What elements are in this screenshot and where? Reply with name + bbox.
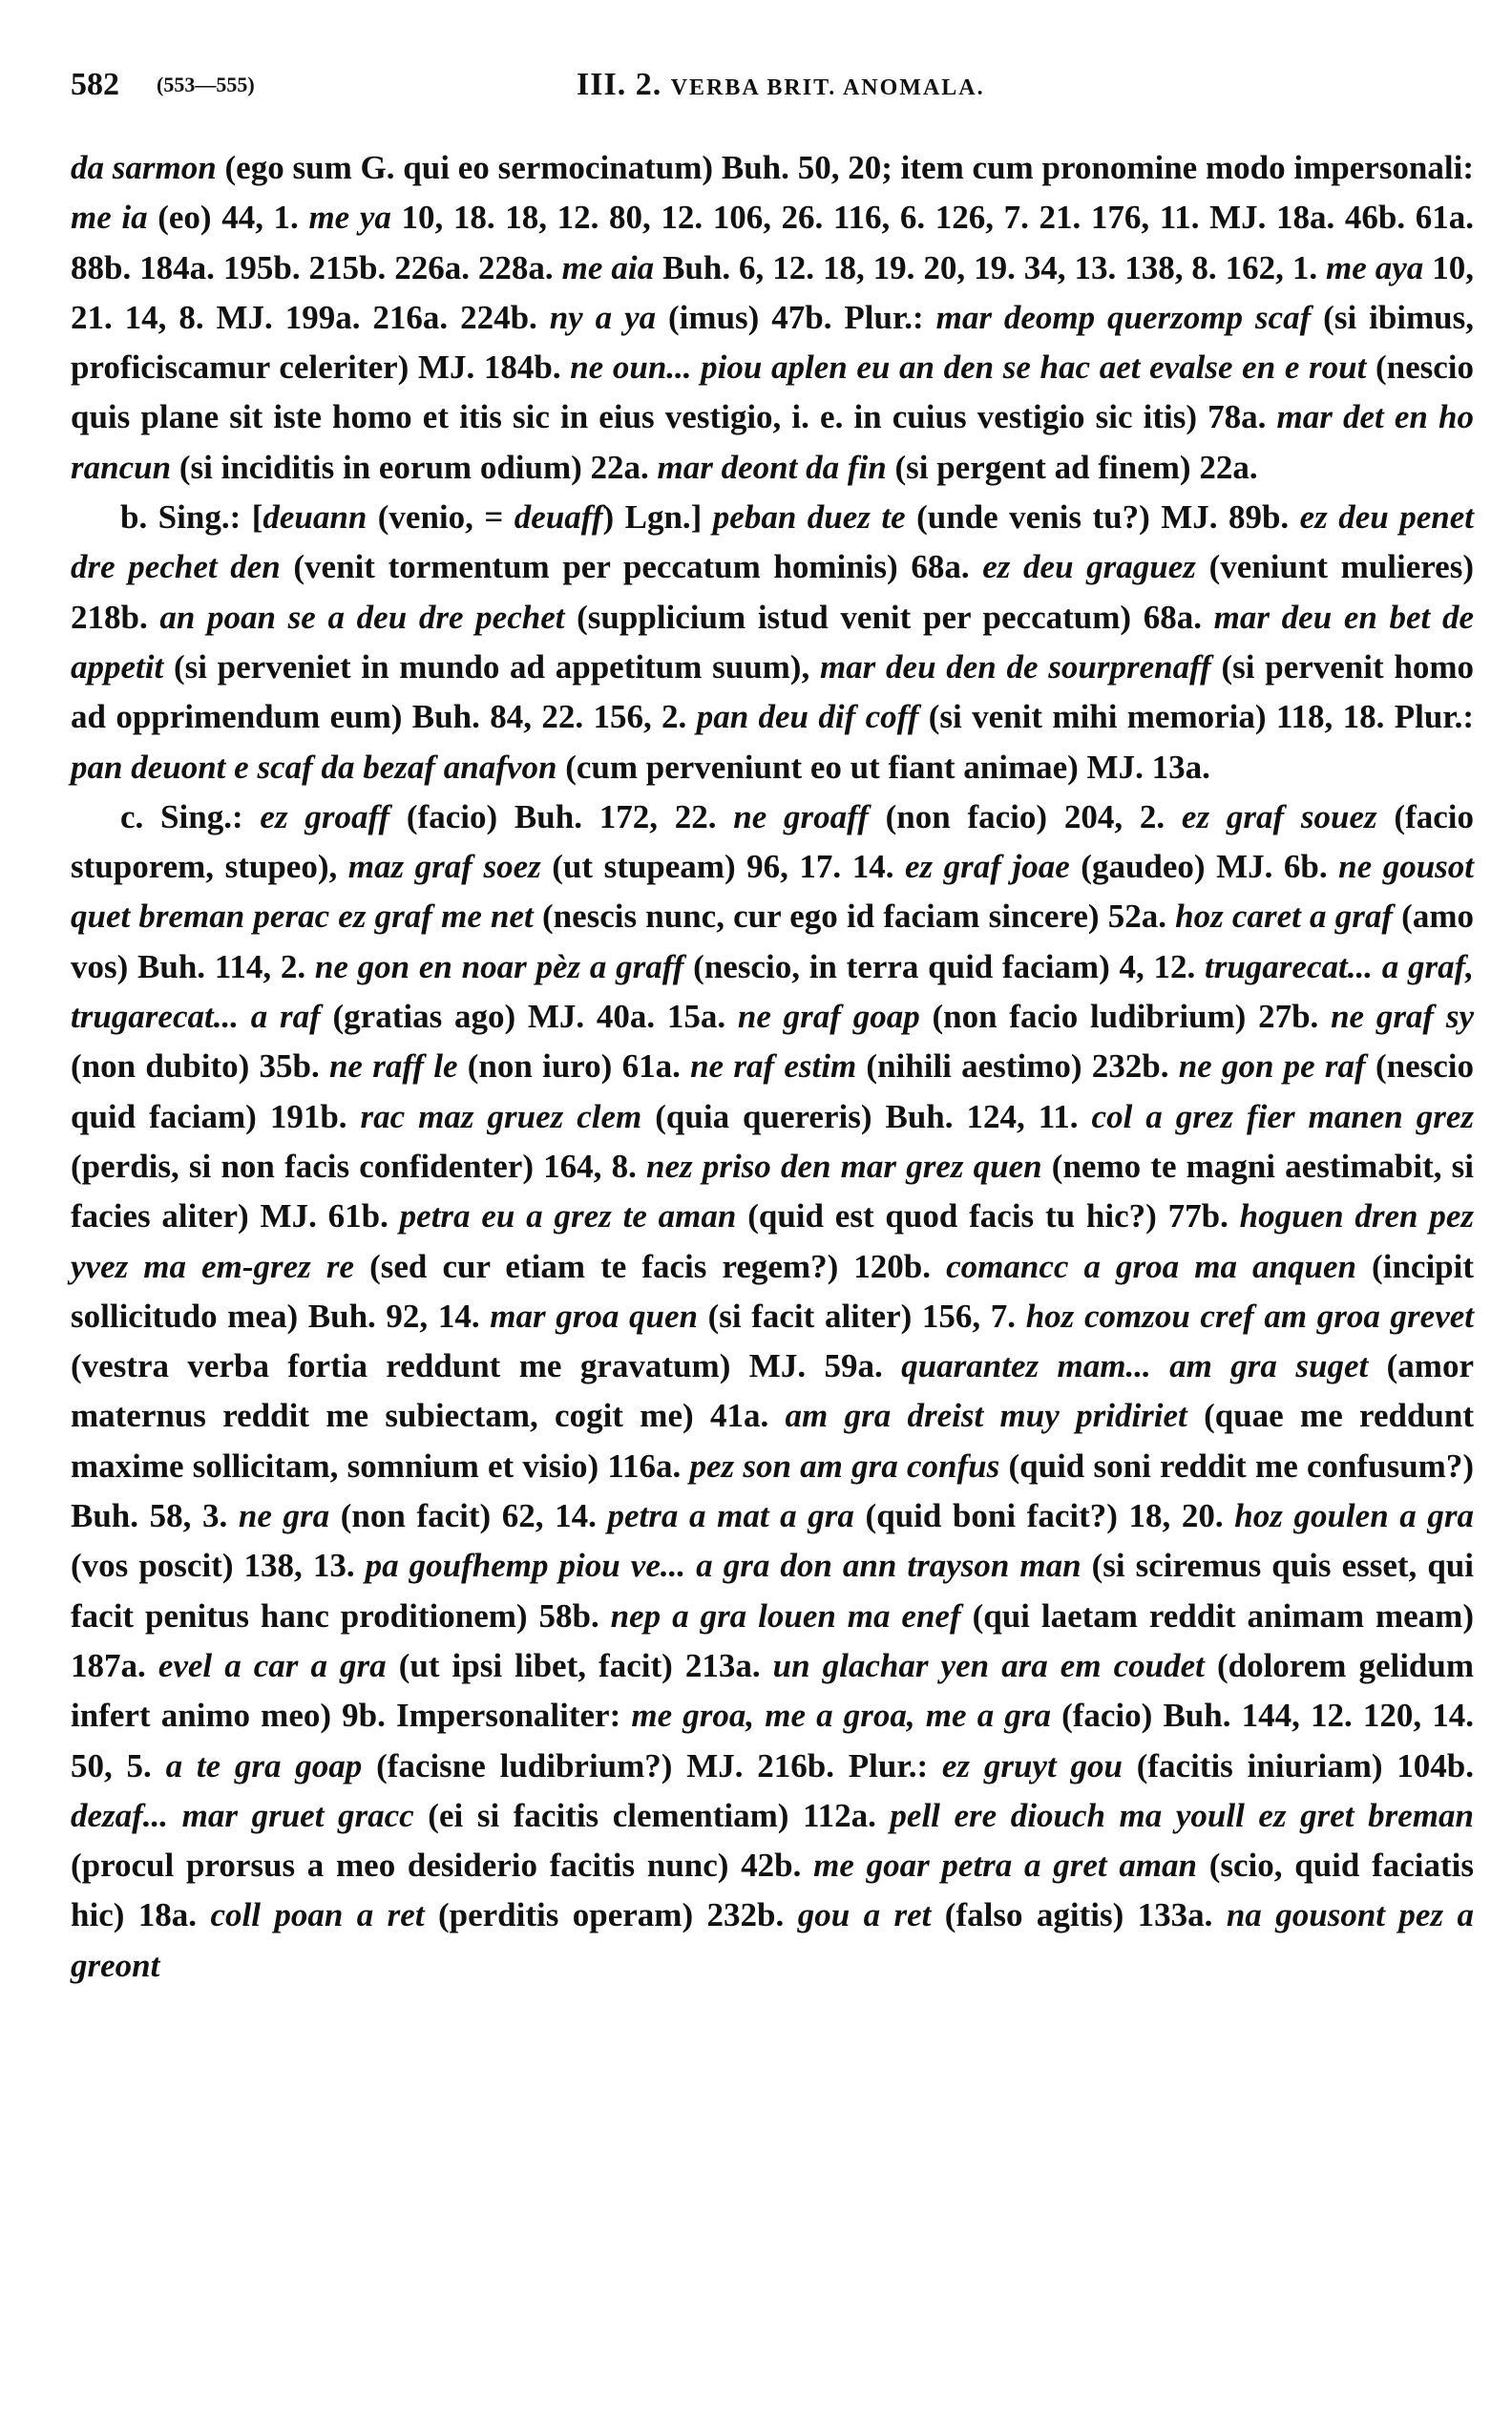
breton-phrase: na gousont pez a greont xyxy=(71,1896,1474,1984)
latin-text: (cum perveniunt eo ut fiant animae) MJ. 13a. xyxy=(556,748,1210,786)
latin-text: (si pervenit homo ad opprimendum eum) Buh. 84, 22. 156, 2. xyxy=(71,647,1474,736)
breton-phrase: pan deu dif coff xyxy=(696,698,919,736)
breton-phrase: hoz comzou cref am groa grevet xyxy=(1025,1297,1475,1335)
latin-text: (nescio quis plane sit iste homo et itis sic in eius vestigio, i. e. in cuius vestigio sic itis) 78a. xyxy=(71,349,1474,436)
latin-text: (si perveniet in mundo ad appetitum suum), xyxy=(163,647,820,686)
breton-phrase: petra a mat a gra xyxy=(607,1497,854,1535)
breton-phrase: peban duez te xyxy=(712,498,906,537)
latin-text: Buh. 6, 12. 18, 19. 20, 19. 34, 13. 138, 8. 162, 1. xyxy=(654,248,1327,286)
section-range: (553—555) xyxy=(157,73,255,96)
latin-text: ) Lgn.] xyxy=(602,498,713,537)
paragraph-a xyxy=(71,143,1474,493)
breton-phrase: mar deu den de sourprenaff xyxy=(819,647,1211,686)
breton-phrase: petra eu a grez te aman xyxy=(399,1197,737,1236)
breton-phrase: evel a car a gra xyxy=(158,1646,387,1684)
breton-phrase: pa goufhemp piou ve... a gra don ann trayson man xyxy=(365,1547,1082,1585)
latin-text: (nemo te magni aestimabit, si facies aliter) MJ. 61b. xyxy=(71,1147,1474,1236)
latin-text: (qui laetam reddit animam meam) 187a. xyxy=(71,1596,1474,1684)
breton-phrase: trugarecat... a graf, trugarecat... a raf xyxy=(71,947,1475,1036)
breton-phrase: hoz caret a graf xyxy=(1175,898,1393,936)
breton-phrase: mar deont da fin xyxy=(657,448,887,486)
latin-text: (quid boni facit?) 18, 20. xyxy=(853,1497,1235,1535)
breton-phrase: pell ere diouch ma youll ez gret breman xyxy=(890,1796,1474,1834)
latin-text: (si pergent ad finem) 22a. xyxy=(886,448,1258,486)
breton-phrase: ne gon pe raf xyxy=(1178,1047,1366,1086)
latin-text: 10, 18. 18, 12. 80, 12. 106, 26. 116, 6. 126, 7. 21. 176, 11. MJ. 18a. 46b. 61a. 88b. 184a. 195b. 215b. 226a. 228a. xyxy=(71,199,1475,286)
breton-phrase: maz graf soez xyxy=(347,848,541,886)
latin-text: (nihili aestimo) 232b. xyxy=(856,1047,1179,1086)
latin-text: (ei si facitis clementiam) 112a. xyxy=(413,1796,891,1834)
breton-phrase: me aia xyxy=(561,248,655,286)
breton-phrase: pan deuont e scaf da bezaf anafvon xyxy=(71,748,557,786)
latin-text: (facisne ludibrium?) MJ. 216b. Plur.: xyxy=(362,1746,942,1785)
breton-phrase: ne gon en noar pèz a graff xyxy=(314,947,684,985)
breton-phrase: deuaff xyxy=(514,498,603,537)
breton-phrase: coll poan a ret xyxy=(210,1896,425,1934)
latin-text: (ut ipsi libet, facit) 213a. xyxy=(386,1646,773,1684)
latin-text: (perditis operam) 232b. xyxy=(424,1896,798,1934)
breton-phrase: ez gruyt gou xyxy=(941,1746,1123,1785)
latin-text: (facio stuporem, stupeo), xyxy=(71,797,1474,886)
latin-text: (ut stupeam) 96, 17. 14. xyxy=(540,848,905,886)
latin-text: (veniunt mulieres) 218b. xyxy=(71,548,1474,636)
latin-text: (gratias ago) MJ. 40a. 15a. xyxy=(320,998,738,1036)
breton-phrase: dezaf... mar gruet gracc xyxy=(71,1796,414,1834)
latin-text: (non dubito) 35b. xyxy=(71,1047,329,1086)
breton-phrase: me aya xyxy=(1326,248,1424,286)
breton-phrase: da sarmon xyxy=(71,149,217,186)
latin-text: (non iuro) 61a. xyxy=(457,1047,691,1086)
latin-text: (amo vos) Buh. 114, 2. xyxy=(71,898,1474,985)
latin-text: (venit tormentum per peccatum hominis) 68a. xyxy=(280,548,983,586)
breton-phrase: ne raf estim xyxy=(690,1047,857,1086)
latin-text: (incipit sollicitudo mea) Buh. 92, 14. xyxy=(71,1247,1475,1335)
breton-phrase: ny a ya xyxy=(549,298,657,336)
breton-phrase: un glachar yen ara em coudet xyxy=(772,1646,1205,1684)
breton-phrase: gou a ret xyxy=(797,1896,932,1934)
latin-text: (quia quereris) Buh. 124, 11. xyxy=(641,1097,1092,1135)
breton-phrase: ez groaff xyxy=(260,797,390,835)
latin-text: (ego sum G. qui eo sermocinatum) Buh. 50, 20; item cum pronomine modo impersonali: xyxy=(216,149,1475,186)
running-header xyxy=(71,63,1464,109)
latin-text: (quae me reddunt maxime sollicitam, somnium et visio) 116a. xyxy=(71,1397,1475,1485)
latin-text: (venio, = xyxy=(367,498,514,537)
breton-phrase: mar groa quen xyxy=(490,1297,698,1335)
breton-phrase: nez priso den mar grez quen xyxy=(646,1147,1042,1185)
breton-phrase: ne graf goap xyxy=(737,998,920,1036)
latin-text: (eo) 44, 1. xyxy=(147,199,309,237)
breton-phrase: col a grez fier manen grez xyxy=(1091,1097,1475,1135)
latin-text: (vestra verba fortia reddunt me gravatum) MJ. 59a. xyxy=(71,1347,902,1385)
latin-text: (perdis, si non facis confidenter) 164, 8. xyxy=(71,1147,647,1185)
latin-text: 10, 21. 14, 8. MJ. 199a. 216a. 224b. xyxy=(71,248,1475,336)
breton-phrase: ne graf sy xyxy=(1331,998,1474,1036)
breton-phrase: ne gra xyxy=(238,1497,330,1535)
breton-phrase: a te gra goap xyxy=(165,1746,363,1785)
breton-phrase: mar det en ho rancun xyxy=(71,398,1475,486)
breton-phrase: hoz goulen a gra xyxy=(1234,1497,1475,1535)
latin-text: (quid soni reddit me confusum?) Buh. 58, 3. xyxy=(71,1447,1474,1535)
latin-text: (supplicium istud venit per peccatum) 68a. xyxy=(564,598,1214,636)
breton-phrase: ez deu graguez xyxy=(982,548,1196,586)
page-number: 582 xyxy=(71,67,119,102)
running-title-sub: VERBA BRIT. ANOMALA. xyxy=(670,75,985,100)
latin-text: (non facio ludibrium) 27b. xyxy=(919,998,1332,1036)
latin-text: (non facio) 204, 2. xyxy=(868,797,1182,835)
latin-text: (quid est quod facis tu hic?) 77b. xyxy=(736,1197,1240,1236)
running-title xyxy=(577,67,985,103)
running-title-main: III. 2. xyxy=(577,67,662,102)
breton-phrase: me ia xyxy=(71,199,148,237)
breton-phrase: rac maz gruez clem xyxy=(360,1097,642,1135)
breton-phrase: am gra dreist muy pridiriet xyxy=(785,1397,1187,1435)
latin-text: (scio, quid faciatis hic) 18a. xyxy=(71,1847,1475,1934)
latin-text: (si venit mihi memoria) 118, 18. Plur.: xyxy=(918,698,1475,736)
latin-text: (si facit aliter) 156, 7. xyxy=(697,1297,1026,1335)
latin-text: b. Sing.: [ xyxy=(120,498,263,537)
latin-text: (dolorem gelidum infert animo meo) 9b. Impersonaliter: xyxy=(71,1646,1475,1735)
breton-phrase: deuann xyxy=(262,498,368,537)
body-text xyxy=(71,143,1474,1991)
latin-text: (imus) 47b. Plur.: xyxy=(656,298,936,336)
breton-phrase: comancc a groa ma anquen xyxy=(946,1247,1356,1285)
latin-text: (si sciremus quis esset, qui facit penitus hanc proditionem) 58b. xyxy=(71,1547,1474,1635)
latin-text: (si ibimus, proficiscamur celeriter) MJ. 184b. xyxy=(71,298,1475,387)
breton-phrase: mar deomp querzomp scaf xyxy=(935,298,1312,336)
breton-phrase: ez graf souez xyxy=(1181,797,1377,835)
latin-text: (vos poscit) 138, 13. xyxy=(71,1547,366,1585)
latin-text: c. Sing.: xyxy=(120,797,261,835)
breton-phrase: ne gousot quet breman perac ez graf me net xyxy=(71,848,1475,936)
latin-text: (facitis iniuriam) 104b. xyxy=(1122,1746,1475,1785)
breton-phrase: hoguen dren pez yvez ma em-grez re xyxy=(71,1197,1474,1285)
breton-phrase: quarantez mam... am gra suget xyxy=(901,1347,1369,1385)
breton-phrase: pez son am gra confus xyxy=(689,1447,1000,1485)
breton-phrase: me goar petra a gret aman xyxy=(813,1847,1198,1885)
latin-text: (facio) Buh. 172, 22. xyxy=(389,797,734,835)
latin-text: (gaudeo) MJ. 6b. xyxy=(1069,848,1339,886)
latin-text: (amor maternus reddit me subiectam, cogit me) 41a. xyxy=(71,1347,1474,1435)
breton-phrase: ez graf joae xyxy=(905,848,1070,886)
breton-phrase: mar deu en bet de appetit xyxy=(71,598,1474,686)
latin-text: (non facit) 62, 14. xyxy=(329,1497,608,1535)
latin-text: (facio) Buh. 144, 12. 120, 14. 50, 5. xyxy=(71,1697,1475,1785)
latin-text: (si inciditis in eorum odium) 22a. xyxy=(171,448,658,486)
breton-phrase: an poan se a deu dre pechet xyxy=(159,598,565,636)
breton-phrase: nep a gra louen ma enef xyxy=(610,1596,961,1635)
latin-text: (procul prorsus a meo desiderio facitis nunc) 42b. xyxy=(71,1847,814,1885)
breton-phrase: ne raff le xyxy=(328,1047,458,1086)
latin-text: (falso agitis) 133a. xyxy=(931,1896,1227,1934)
latin-text: (nescio quid faciam) 191b. xyxy=(71,1047,1474,1135)
latin-text: (nescis nunc, cur ego id faciam sincere) 52a. xyxy=(533,898,1176,936)
latin-text: (unde venis tu?) MJ. 89b. xyxy=(905,498,1300,537)
latin-text: (nescio, in terra quid faciam) 4, 12. xyxy=(683,947,1205,985)
breton-phrase: ez deu penet dre pechet den xyxy=(71,498,1474,586)
latin-text: (sed cur etiam te facis regem?) 120b. xyxy=(354,1247,947,1285)
breton-phrase: me ya xyxy=(308,199,391,237)
breton-phrase: ne oun... piou aplen eu an den se hac aet evalse en e rout xyxy=(570,349,1367,387)
paragraph-c xyxy=(71,792,1474,1991)
breton-phrase: me groa, me a groa, me a gra xyxy=(631,1697,1051,1735)
breton-phrase: ne groaff xyxy=(733,797,869,835)
paragraph-b xyxy=(71,493,1474,792)
